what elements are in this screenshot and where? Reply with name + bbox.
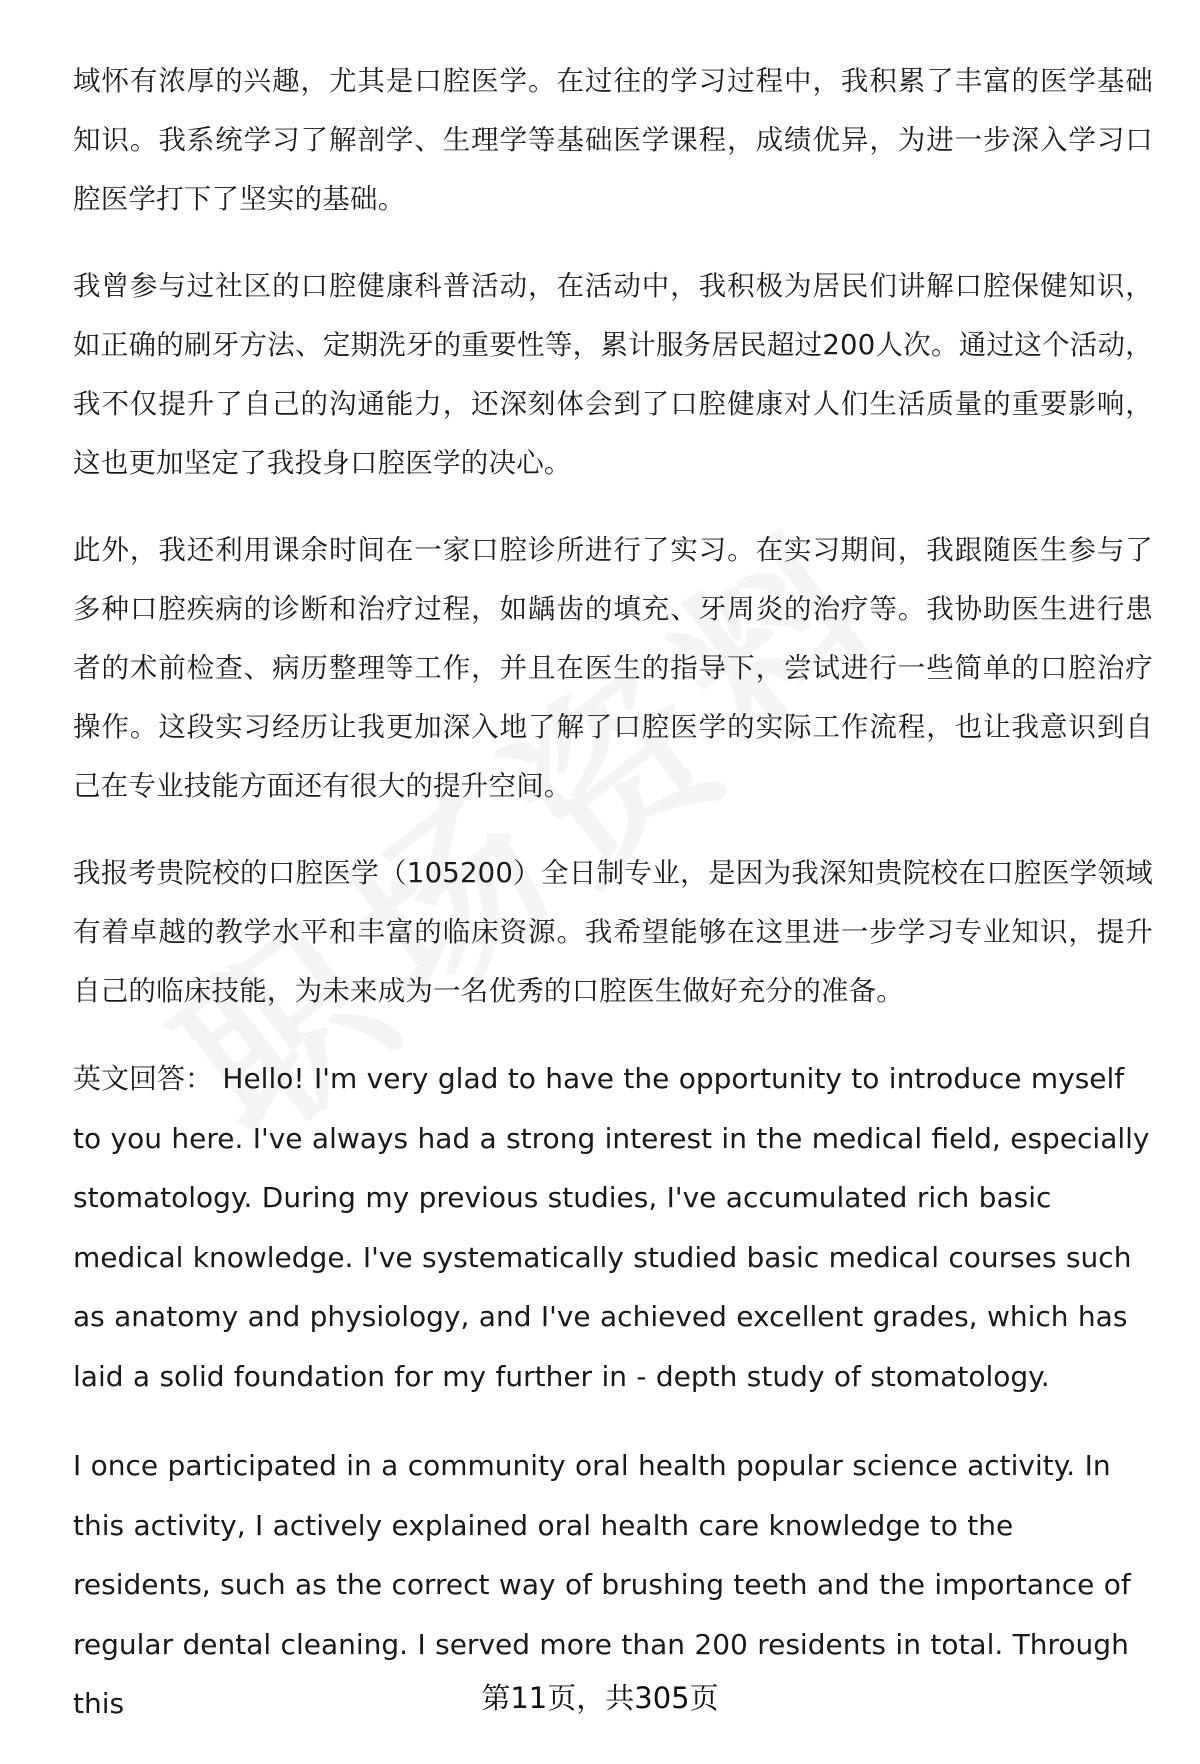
document-body [73,52,1153,1764]
paragraph-2: 我曾参与过社区的口腔健康科普活动，在活动中，我积极为居民们讲解口腔保健知识，如正确的刷牙方法、定期洗牙的重要性等，累计服务居民超过200人次。通过这个活动，我不仅提升了自己的沟通能力，还深刻体会到了口腔健康对人们生活质量的重要影响，这也更加坚定了我投身口腔医学的决心。 [73,270,1153,479]
paragraph-3: 此外，我还利用课余时间在一家口腔诊所进行了实习。在实习期间，我跟随医生参与了多种口腔疾病的诊断和治疗过程，如龋齿的填充、牙周炎的治疗等。我协助医生进行患者的术前检查、病历整理等工作，并且在医生的指导下，尝试进行一些简单的口腔治疗操作。这段实习经历让我更加深入地了解了口腔医学的实际工作流程，也让我意识到自己在专业技能方面还有很大的提升空间。 [73,534,1153,802]
paragraph-6: I once participated in a community oral health popular science activity. In this activity, I actively explained oral health care knowledge to the residents, such as the correct way of brushing teeth and the importance of regular dental cleaning. I served more than 200 residents in total. Through this [73,1449,1131,1720]
paragraph-5-english-answer: 英文回答： Hello! I'm very glad to have the opportunity to introduce myself to you here. I've always had a strong interest in the medical field, especially stomatology. During my previous studies, I've accumulated rich basic medical knowledge. I've systematically studied basic medical courses such as anatomy and physiology, and I've achieved excellent grades, which has laid a solid foundation for my further in - depth study of stomatology. [73,1062,1150,1393]
paragraph-4: 我报考贵院校的口腔医学（105200）全日制专业，是因为我深知贵院校在口腔医学领域有着卓越的教学水平和丰富的临床资源。我希望能够在这里进一步学习专业知识，提升自己的临床技能，为未来成为一名优秀的口腔医生做好充分的准备。 [73,857,1153,1007]
page-number-footer: 第11页，共305页 [481,1681,719,1715]
paragraph-1: 域怀有浓厚的兴趣，尤其是口腔医学。在过往的学习过程中，我积累了丰富的医学基础知识。我系统学习了解剖学、生理学等基础医学课程，成绩优异，为进一步深入学习口腔医学打下了坚实的基础。 [73,65,1153,215]
